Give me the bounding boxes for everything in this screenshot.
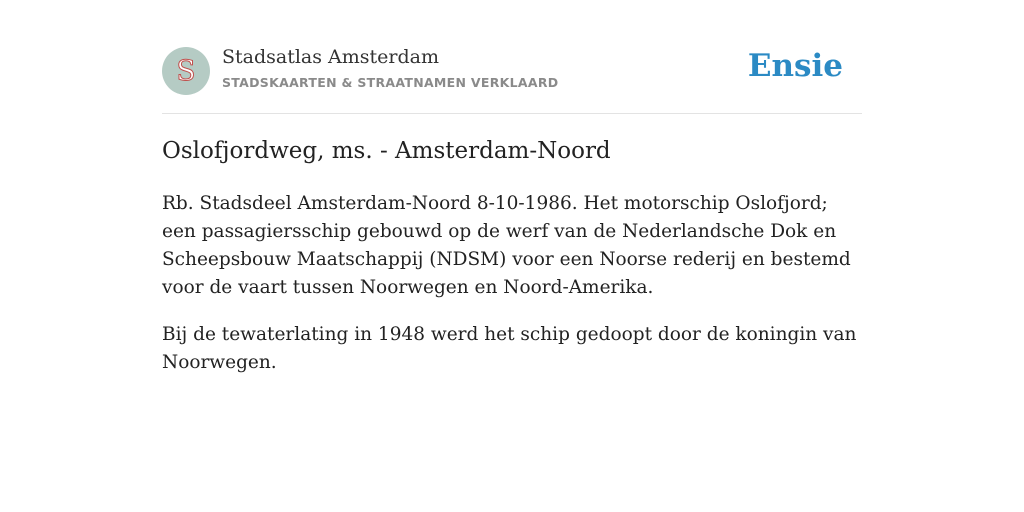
site-header <box>162 0 862 114</box>
site-title-link[interactable]: Stadsatlas Amsterdam <box>222 46 440 68</box>
site-subtitle: STADSKAARTEN & STRAATNAMEN VERKLAARD <box>222 75 559 90</box>
site-avatar[interactable]: S <box>162 47 210 95</box>
article-paragraph: Bij de tewaterlating in 1948 werd het schip gedoopt door de koningin van Noorwegen. <box>162 324 857 373</box>
article-paragraph: Rb. Stadsdeel Amsterdam-Noord 8-10-1986. Het motorschip Oslofjord; een passagiersschip gebouwd op de werf van de Nederlandsche Dok en Scheepsbouw Maatschappij (NDSM) voor een Noorse rederij en bestemd voor de vaart tussen Noorwegen en Noord-Amerika. <box>162 193 851 298</box>
page-title: Oslofjordweg, ms. - Amsterdam-Noord <box>162 138 611 164</box>
page-container <box>162 0 862 373</box>
article-body <box>162 190 862 396</box>
ensie-logo-link[interactable]: Ensie <box>747 48 843 84</box>
